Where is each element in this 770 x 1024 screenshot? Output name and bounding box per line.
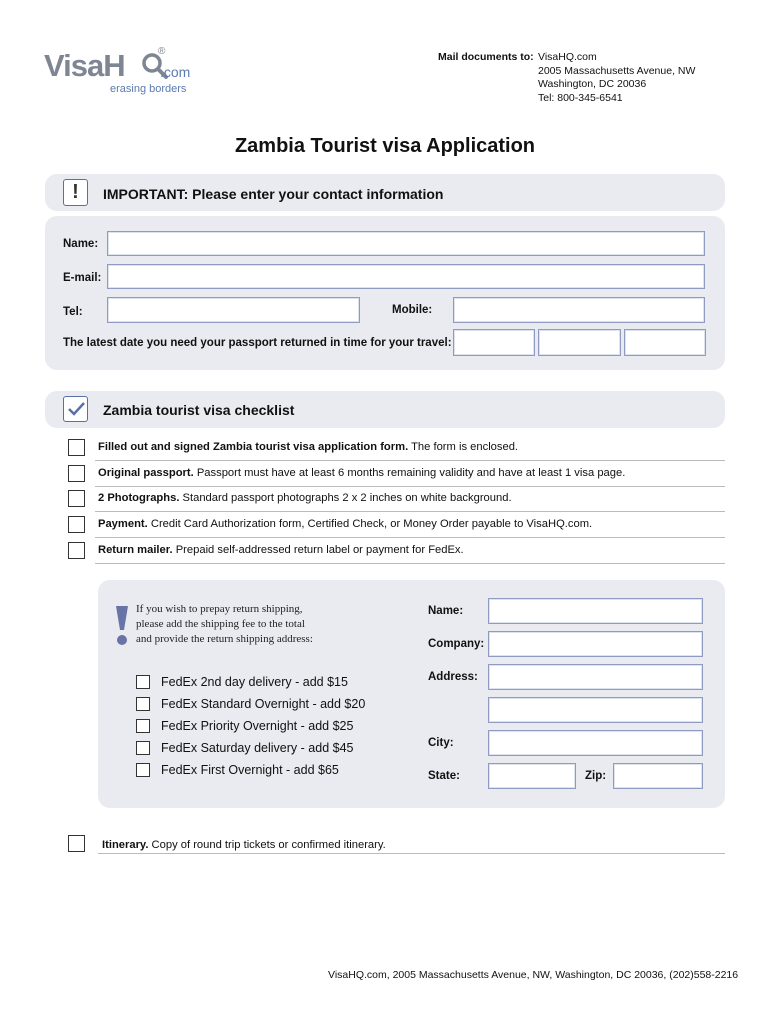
fedex-option-checkbox[interactable] <box>136 741 150 755</box>
return-date-label: The latest date you need your passport returned in time for your travel: <box>63 337 452 349</box>
mail-line: 2005 Massachusetts Avenue, NW <box>538 64 696 77</box>
mail-line: VisaHQ.com <box>538 51 597 63</box>
ship-company-input[interactable] <box>488 631 703 657</box>
fedex-option-label: FedEx Priority Overnight - add $25 <box>161 719 354 733</box>
ship-address-input-2[interactable] <box>488 697 703 723</box>
tel-input[interactable] <box>107 297 360 323</box>
mail-line: Washington, DC 20036 <box>538 78 647 90</box>
divider <box>95 511 725 512</box>
logo <box>44 42 204 102</box>
divider <box>95 563 725 564</box>
checklist-header: Zambia tourist visa checklist <box>103 402 295 418</box>
ship-state-label: State: <box>428 770 460 782</box>
checkmark-icon <box>63 396 88 422</box>
ship-state-input[interactable] <box>488 763 576 789</box>
fedex-option-checkbox[interactable] <box>136 675 150 689</box>
return-date-year-input[interactable] <box>624 329 706 356</box>
divider <box>95 486 725 487</box>
fedex-option-checkbox[interactable] <box>136 719 150 733</box>
ship-address-input-1[interactable] <box>488 664 703 690</box>
itinerary-item: Itinerary. Copy of round trip tickets or confirmed itinerary. <box>102 839 386 851</box>
mobile-label: Mobile: <box>392 304 433 316</box>
fedex-option-label: FedEx First Overnight - add $65 <box>161 763 339 777</box>
divider <box>95 537 725 538</box>
checklist-checkbox[interactable] <box>68 465 85 482</box>
ship-name-input[interactable] <box>488 598 703 624</box>
checklist-item: Original passport. Passport must have at least 6 months remaining validity and have at least 1 visa page. <box>98 467 626 479</box>
checklist-checkbox[interactable] <box>68 516 85 533</box>
itinerary-checkbox[interactable] <box>68 835 85 852</box>
mail-line: Tel: 800-345-6541 <box>538 91 623 104</box>
checklist-checkbox[interactable] <box>68 542 85 559</box>
name-input[interactable] <box>107 231 705 256</box>
checklist-item: Return mailer. Prepaid self-addressed return label or payment for FedEx. <box>98 544 464 556</box>
ship-address-label: Address: <box>428 671 478 683</box>
fedex-option-label: FedEx Saturday delivery - add $45 <box>161 741 354 755</box>
logo-word-h: H <box>103 48 125 83</box>
name-label: Name: <box>63 238 99 250</box>
checklist-item: Payment. Credit Card Authorization form, Certified Check, or Money Order payable to VisaHQ.com. <box>98 518 593 530</box>
contact-header: IMPORTANT: Please enter your contact information <box>103 186 444 202</box>
warning-icon: ! <box>63 179 88 206</box>
divider <box>95 460 725 461</box>
ship-city-input[interactable] <box>488 730 703 756</box>
fedex-option-checkbox[interactable] <box>136 763 150 777</box>
page-title: Zambia Tourist visa Application <box>234 135 536 157</box>
checklist-checkbox[interactable] <box>68 490 85 507</box>
mail-address <box>538 51 695 105</box>
logo-tagline: erasing borders <box>110 83 187 95</box>
footer-address: VisaHQ.com, 2005 Massachusetts Avenue, NW, Washington, DC 20036, (202)558-2216 <box>328 969 739 981</box>
email-input[interactable] <box>107 264 705 289</box>
mobile-input[interactable] <box>453 297 705 323</box>
ship-city-label: City: <box>428 737 454 749</box>
ship-zip-label: Zip: <box>585 770 607 782</box>
exclamation-icon <box>115 604 129 646</box>
logo-word: Visa <box>44 48 104 83</box>
fedex-option-checkbox[interactable] <box>136 697 150 711</box>
ship-zip-input[interactable] <box>613 763 703 789</box>
checklist-item: 2 Photographs. Standard passport photographs 2 x 2 inches on white background. <box>98 492 512 504</box>
fedex-option-label: FedEx Standard Overnight - add $20 <box>161 697 366 711</box>
logo-domain: .com <box>160 64 191 80</box>
shipping-note: If you wish to prepay return shipping, please add the shipping fee to the total and provide the return shipping address: <box>136 603 313 645</box>
checklist-item: Filled out and signed Zambia tourist visa application form. The form is enclosed. <box>98 441 519 453</box>
ship-name-label: Name: <box>428 605 464 617</box>
ship-company-label: Company: <box>428 638 485 650</box>
tel-label: Tel: <box>63 306 83 318</box>
fedex-option-label: FedEx 2nd day delivery - add $15 <box>161 675 348 689</box>
return-date-day-input[interactable] <box>538 329 621 356</box>
divider <box>98 853 725 854</box>
registered-mark: ® <box>158 46 166 57</box>
email-label: E-mail: <box>63 272 102 284</box>
mail-label: Mail documents to: <box>438 51 534 63</box>
checklist-checkbox[interactable] <box>68 439 85 456</box>
return-date-month-input[interactable] <box>453 329 535 356</box>
